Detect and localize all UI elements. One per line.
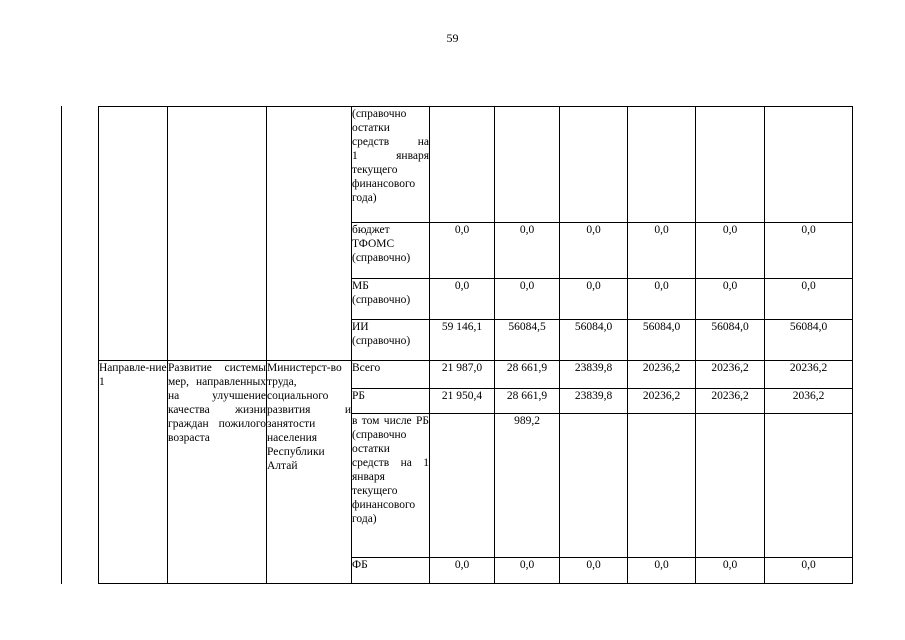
value-cell: 0,0 [560,279,628,320]
value-cell [430,107,495,223]
source-label-cell: МБ (справочно) [352,279,430,320]
value-cell: 59 146,1 [430,320,495,361]
source-label-cell: ИИ (справочно) [352,320,430,361]
value-cell: 0,0 [696,279,765,320]
value-cell: 2036,2 [765,389,853,414]
value-cell: 989,2 [495,414,560,558]
value-cell: 21 950,4 [430,389,495,414]
value-cell [696,107,765,223]
source-label-cell: РБ [352,389,430,414]
value-cell: 28 661,9 [495,389,560,414]
value-cell [696,414,765,558]
direction-name-cell: Развитие системы мер, направленных на улучшение качества жизни граждан пожилого возраста [168,361,267,584]
value-cell [495,107,560,223]
value-cell: 0,0 [765,223,853,279]
value-cell: 23839,8 [560,389,628,414]
value-cell: 20236,2 [696,389,765,414]
value-cell: 20236,2 [628,389,696,414]
page-number: 59 [446,31,459,45]
empty-cell [267,107,352,361]
funding-table [98,106,853,584]
source-label-cell [352,107,430,223]
source-note-line: финансового [352,178,416,190]
value-cell: 0,0 [430,558,495,584]
value-cell [628,107,696,223]
value-cell: 0,0 [696,223,765,279]
value-cell: 0,0 [765,558,853,584]
table-row [99,107,853,223]
value-cell: 0,0 [495,558,560,584]
value-cell: 20236,2 [696,361,765,389]
left-margin-rule [61,106,62,584]
empty-cell [168,107,267,361]
value-cell: 0,0 [430,223,495,279]
value-cell: 0,0 [495,279,560,320]
value-cell: 56084,0 [628,320,696,361]
source-note-line: года) [352,192,377,204]
value-cell: 0,0 [430,279,495,320]
value-cell [765,107,853,223]
source-note-line: остатки [352,122,390,134]
value-cell: 0,0 [560,558,628,584]
source-note-line: текущего [352,164,398,176]
source-label-cell: Всего [352,361,430,389]
value-cell: 0,0 [628,279,696,320]
value-cell: 28 661,9 [495,361,560,389]
source-note-line: средств на [352,136,429,148]
value-cell [430,414,495,558]
source-label-cell: ФБ [352,558,430,584]
value-cell: 0,0 [628,223,696,279]
source-label-cell: бюджет ТФОМС (справочно) [352,223,430,279]
value-cell: 20236,2 [628,361,696,389]
direction-code-cell: Направле-ние 1 [99,361,168,584]
value-cell [560,107,628,223]
value-cell: 56084,0 [765,320,853,361]
value-cell [628,414,696,558]
value-cell: 0,0 [628,558,696,584]
value-cell: 0,0 [696,558,765,584]
value-cell [560,414,628,558]
source-note-line: 1 января [352,150,429,162]
source-note-line: (справочно [352,108,407,120]
value-cell: 0,0 [765,279,853,320]
empty-cell [99,107,168,361]
source-label-cell: в том числе РБ (справочно остатки средств на 1 января текущего финансового года) [352,414,430,558]
executor-cell: Министерст-во труда, социального развития и занятости населения Республики Алтай [267,361,352,584]
table-row [99,361,853,389]
value-cell: 0,0 [560,223,628,279]
value-cell: 21 987,0 [430,361,495,389]
value-cell: 23839,8 [560,361,628,389]
value-cell: 20236,2 [765,361,853,389]
value-cell: 0,0 [495,223,560,279]
value-cell: 56084,0 [696,320,765,361]
value-cell: 56084,0 [560,320,628,361]
value-cell [765,414,853,558]
value-cell: 56084,5 [495,320,560,361]
